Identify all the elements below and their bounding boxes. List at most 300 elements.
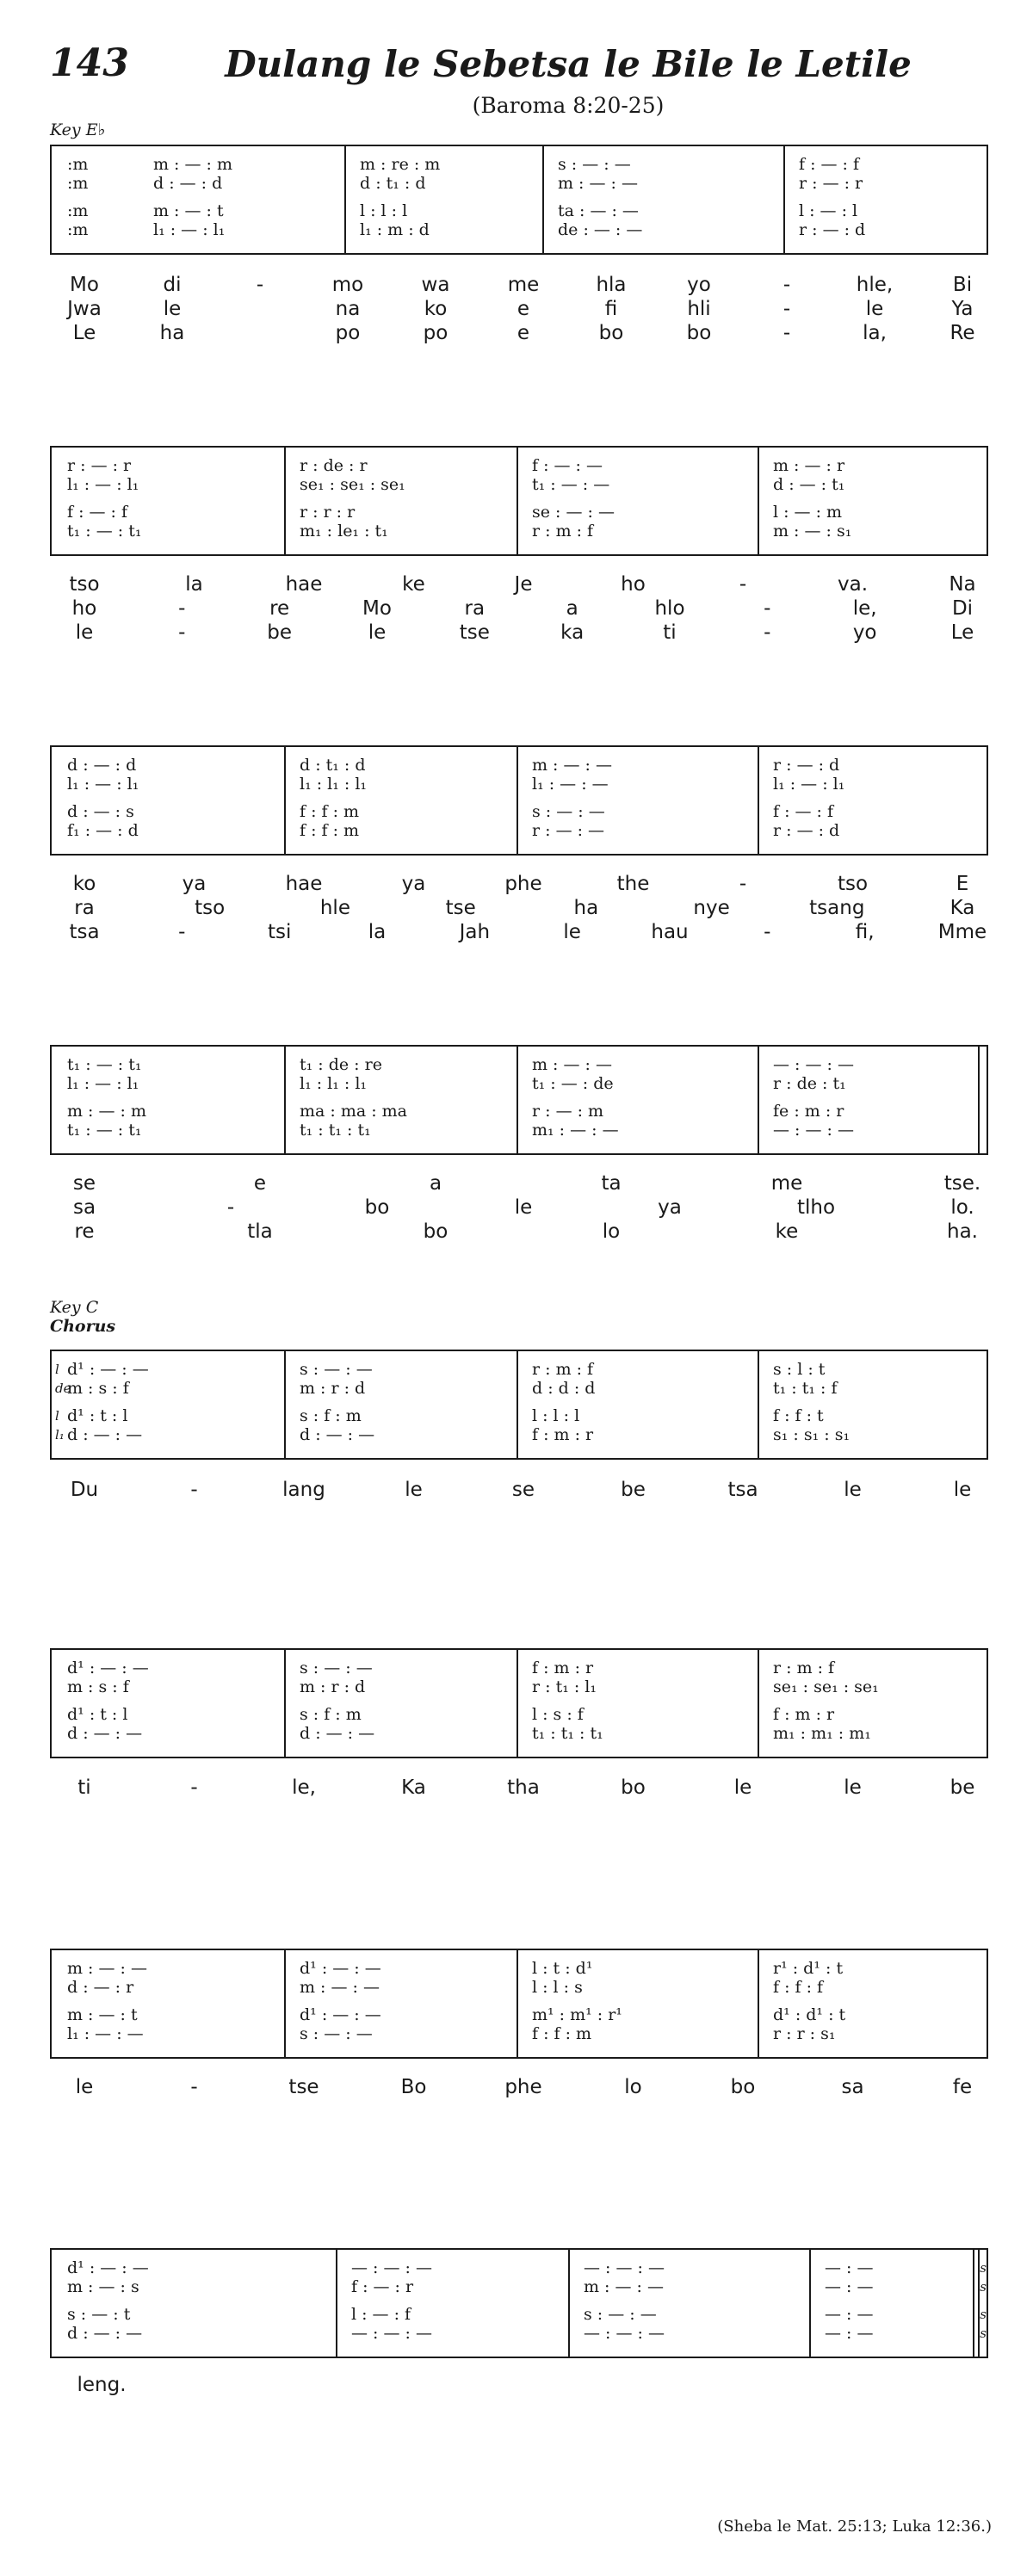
- lyric-syllable: tlho: [796, 1196, 836, 1219]
- lyric-syllable: me: [770, 1172, 803, 1195]
- solfa-cell: s : — : —: [532, 802, 605, 821]
- music-system: [50, 145, 988, 255]
- lyric-syllable: sa: [841, 2076, 864, 2098]
- lyric-syllable: -: [764, 921, 771, 943]
- lyric-line: [50, 571, 988, 597]
- chorus-side-mark: de: [55, 1381, 71, 1396]
- solfa-cell: se₁ : se₁ : se₁: [300, 475, 405, 494]
- solfa-cell: m : — : t: [67, 2005, 138, 2024]
- lyric-syllable: Mo: [362, 597, 392, 620]
- lyric-syllable: tso: [195, 897, 226, 919]
- solfa-cell: l₁ : — : l₁: [773, 775, 845, 794]
- lyric-line: [50, 895, 988, 921]
- lyric-syllable: tsa: [69, 921, 100, 943]
- barline: [758, 1950, 759, 2057]
- barline: [336, 2250, 337, 2357]
- solfa-cell: ta : — : —: [558, 201, 639, 220]
- lyric-syllable: Bi: [952, 274, 973, 296]
- solfa-cell: d¹ : — : —: [67, 1360, 149, 1379]
- lyric-syllable: Re: [949, 322, 975, 344]
- lyric-syllable: le: [405, 1479, 423, 1501]
- solfa-cell: d : — : —: [67, 2324, 143, 2343]
- solfa-cell: f : f : t: [773, 1406, 824, 1425]
- solfa-cell: m : — : —: [584, 2277, 664, 2296]
- solfa-cell: m : — : —: [532, 756, 612, 775]
- barline: [542, 146, 544, 253]
- lyric-syllable: phe: [504, 873, 542, 895]
- lyric-syllable: le: [514, 1196, 533, 1219]
- solfa-cell: fe : m : r: [773, 1102, 844, 1121]
- lyric-syllable: fe: [952, 2076, 973, 2098]
- lyric-syllable: le: [733, 1776, 752, 1799]
- chorus-side-mark: l₁: [55, 1427, 65, 1442]
- solfa-cell: l₁ : — : l₁: [67, 475, 139, 494]
- barline: [344, 146, 346, 253]
- lyric-syllable: ya: [401, 873, 426, 895]
- lyric-syllable: e: [253, 1172, 267, 1195]
- solfa-cell: d : — : s: [67, 802, 134, 821]
- solfa-cell: d : — : —: [67, 1724, 143, 1743]
- solfa-cell: r : de : t₁: [773, 1074, 846, 1093]
- solfa-cell: d : — : d: [153, 174, 223, 193]
- solfa-cell: m : — : —: [300, 1978, 380, 1997]
- lyric-syllable: nye: [693, 897, 730, 919]
- solfa-cell: r : m : f: [532, 1360, 594, 1379]
- lyric-line: [50, 1219, 988, 1245]
- lyric-syllable: po: [335, 322, 361, 344]
- solfa-cell: — : — : —: [584, 2324, 665, 2343]
- lyric-line: [50, 1477, 988, 1503]
- solfa-cell: d¹ : — : —: [300, 1959, 381, 1978]
- solfa-cell: d¹ : — : —: [67, 1659, 149, 1677]
- solfa-cell: d : d : d: [532, 1379, 596, 1398]
- solfa-cell: s : — : t: [67, 2305, 131, 2324]
- solfa-cell: m : s : f: [67, 1379, 129, 1398]
- lyric-syllable: di: [163, 274, 182, 296]
- lyric-line: [50, 1195, 988, 1220]
- lyric-syllable: tse: [288, 2076, 319, 2098]
- lyric-syllable: bo: [730, 2076, 756, 2098]
- lyric-syllable: se: [72, 1172, 96, 1195]
- solfa-cell: t₁ : — : —: [532, 475, 610, 494]
- solfa-cell: se : — : —: [532, 503, 615, 522]
- lyric-syllable: le: [368, 621, 387, 644]
- solfa-cell: m¹ : m¹ : r¹: [532, 2005, 622, 2024]
- lyric-syllable: ho: [621, 573, 646, 596]
- solfa-cell: :m: [67, 174, 89, 193]
- lyric-syllable: e: [516, 298, 530, 320]
- lyric-syllable: le: [844, 1776, 862, 1799]
- solfa-cell: r : m : f: [532, 522, 594, 541]
- lyric-syllable: be: [621, 1479, 646, 1501]
- solfa-cell: f : f : f: [773, 1978, 824, 1997]
- lyric-syllable: -: [782, 298, 791, 320]
- solfa-cell: r : — : r: [67, 456, 132, 475]
- lyric-syllable: le: [163, 298, 182, 320]
- solfa-cell: m : — : r: [773, 456, 845, 475]
- lyric-syllable: bo: [598, 322, 624, 344]
- solfa-cell: — : — : —: [773, 1121, 854, 1140]
- chorus-side-mark: l: [55, 1362, 59, 1377]
- lyric-syllable: hae: [285, 873, 323, 895]
- lyric-syllable: -: [190, 1776, 198, 1799]
- lyric-syllable: ti: [663, 621, 677, 644]
- solfa-cell: s : l : t: [773, 1360, 826, 1379]
- lyric-syllable: -: [178, 597, 186, 620]
- lyric-syllable: bo: [621, 1776, 646, 1799]
- lyric-syllable: lo: [624, 2076, 642, 2098]
- solfa-cell: :m: [67, 220, 89, 239]
- lyric-syllable: ha: [159, 322, 185, 344]
- lyric-line: [50, 272, 988, 298]
- lyric-line: [50, 1775, 988, 1801]
- lyric-syllable: sa: [72, 1196, 96, 1219]
- lyric-syllable: be: [949, 1776, 975, 1799]
- lyric-syllable: hle: [319, 897, 350, 919]
- scripture-reference: (Sheba le Mat. 25:13; Luka 12:36.): [717, 2517, 992, 2536]
- lyric-syllable: Ka: [949, 897, 975, 919]
- lyric-syllable: -: [739, 873, 747, 895]
- lyric-syllable: tha: [507, 1776, 540, 1799]
- lyric-syllable: hau: [651, 921, 689, 943]
- solfa-cell: :m: [67, 155, 89, 174]
- hymn-title: Dulang le Sebetsa le Bile le Letile: [225, 43, 912, 85]
- lyric-syllable: tse: [459, 621, 490, 644]
- solfa-cell: de : — : —: [558, 220, 643, 239]
- solfa-cell: s : — : —: [300, 1360, 373, 1379]
- lyric-syllable: -: [190, 2076, 198, 2098]
- lyric-syllable: -: [782, 274, 791, 296]
- lyric-syllable: lo: [602, 1220, 621, 1243]
- lyric-syllable: hle,: [856, 274, 894, 296]
- solfa-cell: r : t₁ : l₁: [532, 1677, 597, 1696]
- lyric-syllable: the: [616, 873, 650, 895]
- lyric-syllable: wa: [421, 274, 450, 296]
- solfa-cell: d¹ : d¹ : t: [773, 2005, 846, 2024]
- solfa-cell: f : — : —: [532, 456, 603, 475]
- barline: [568, 2250, 570, 2357]
- solfa-cell: m : — : s₁: [773, 522, 852, 541]
- lyric-syllable: yo: [852, 621, 877, 644]
- solfa-cell: d : — : d: [67, 756, 137, 775]
- solfa-cell: r : — : r: [799, 174, 863, 193]
- end-mark: s: [980, 2279, 987, 2295]
- lyric-syllable: fi: [604, 298, 618, 320]
- lyric-syllable: le: [75, 2076, 94, 2098]
- solfa-cell: l₁ : — : l₁: [67, 1074, 139, 1093]
- solfa-cell: l₁ : — : l₁: [67, 775, 139, 794]
- solfa-cell: l : — : m: [773, 503, 843, 522]
- solfa-cell: f : — : f: [799, 155, 860, 174]
- solfa-cell: d : — : —: [67, 1425, 143, 1444]
- barline: [284, 1351, 286, 1458]
- hymn-subtitle: (Baroma 8:20-25): [472, 93, 665, 118]
- lyric-syllable: po: [423, 322, 448, 344]
- solfa-cell: f : — : r: [351, 2277, 414, 2296]
- lyric-syllable: ra: [74, 897, 95, 919]
- solfa-cell: m : r : d: [300, 1677, 366, 1696]
- solfa-cell: t₁ : de : re: [300, 1055, 382, 1074]
- lyric-syllable: a: [566, 597, 578, 620]
- lyric-syllable: Di: [951, 597, 974, 620]
- lyric-syllable: lo.: [950, 1196, 974, 1219]
- lyric-syllable: tso: [837, 873, 869, 895]
- solfa-cell: m : re : m: [360, 155, 441, 174]
- lyric-syllable: be: [267, 621, 293, 644]
- lyric-line: [50, 2372, 988, 2398]
- barline: [809, 2250, 811, 2357]
- barline: [284, 1047, 286, 1153]
- solfa-cell: l : l : s: [532, 1978, 583, 1997]
- lyric-syllable: le: [953, 1479, 972, 1501]
- solfa-cell: m : — : —: [532, 1055, 612, 1074]
- solfa-cell: d¹ : — : —: [300, 2005, 381, 2024]
- lyric-syllable: tsa: [727, 1479, 758, 1501]
- lyric-syllable: lang: [282, 1479, 325, 1501]
- lyric-syllable: tse.: [943, 1172, 981, 1195]
- lyric-syllable: hlo: [654, 597, 685, 620]
- solfa-cell: — : — : —: [584, 2258, 665, 2277]
- lyric-syllable: le: [844, 1479, 862, 1501]
- lyric-syllable: -: [739, 573, 747, 596]
- solfa-cell: d : t₁ : d: [300, 756, 366, 775]
- solfa-cell: d : — : r: [67, 1978, 134, 1997]
- solfa-cell: m : — : —: [67, 1959, 147, 1978]
- lyric-line: [50, 620, 988, 646]
- solfa-cell: l : — : f: [351, 2305, 411, 2324]
- solfa-cell: s₁ : s₁ : s₁: [773, 1425, 851, 1444]
- lyric-syllable: ke: [402, 573, 425, 596]
- lyric-syllable: yo: [687, 274, 711, 296]
- lyric-syllable: se: [511, 1479, 535, 1501]
- lyric-syllable: ta: [601, 1172, 622, 1195]
- solfa-cell: l : — : l: [799, 201, 858, 220]
- solfa-cell: m : — : —: [558, 174, 638, 193]
- lyric-line: [50, 320, 988, 346]
- solfa-cell: s : f : m: [300, 1406, 362, 1425]
- solfa-cell: t₁ : — : t₁: [67, 1055, 142, 1074]
- music-system: [50, 1350, 988, 1460]
- barline: [516, 1950, 518, 2057]
- solfa-cell: d : — : —: [300, 1425, 375, 1444]
- solfa-cell: s : — : —: [300, 1659, 373, 1677]
- barline: [284, 448, 286, 554]
- lyric-syllable: leng.: [77, 2374, 127, 2396]
- barline: [758, 1047, 759, 1153]
- lyric-syllable: tsang: [809, 897, 865, 919]
- lyric-syllable: Ka: [401, 1776, 426, 1799]
- lyric-syllable: Le: [72, 322, 96, 344]
- barline: [758, 448, 759, 554]
- lyric-syllable: E: [956, 873, 969, 895]
- solfa-cell: m : — : s: [67, 2277, 139, 2296]
- lyric-syllable: tse: [445, 897, 476, 919]
- end-mark: s: [980, 2307, 987, 2322]
- barline: [783, 146, 785, 253]
- solfa-cell: r : — : d: [799, 220, 866, 239]
- lyric-syllable: Du: [70, 1479, 99, 1501]
- lyric-line: [50, 596, 988, 621]
- lyric-syllable: ya: [182, 873, 207, 895]
- end-mark: s: [980, 2260, 987, 2276]
- lyric-syllable: Mo: [70, 274, 99, 296]
- lyric-syllable: -: [764, 597, 771, 620]
- solfa-cell: m₁ : m₁ : m₁: [773, 1724, 871, 1743]
- lyric-syllable: -: [256, 274, 264, 296]
- solfa-cell: m : r : d: [300, 1379, 366, 1398]
- solfa-cell: d : t₁ : d: [360, 174, 426, 193]
- lyric-syllable: tso: [69, 573, 100, 596]
- solfa-cell: r : — : m: [532, 1102, 604, 1121]
- music-system: [50, 446, 988, 556]
- solfa-cell: s : f : m: [300, 1705, 362, 1724]
- solfa-cell: r : de : r: [300, 456, 368, 475]
- music-system: [50, 1949, 988, 2059]
- barline: [516, 1047, 518, 1153]
- solfa-cell: t₁ : — : t₁: [67, 522, 142, 541]
- lyric-syllable: me: [507, 274, 540, 296]
- barline: [758, 747, 759, 854]
- solfa-cell: f : m : r: [773, 1705, 835, 1724]
- solfa-cell: m₁ : le₁ : t₁: [300, 522, 388, 541]
- solfa-cell: l₁ : l₁ : l₁: [300, 775, 368, 794]
- solfa-cell: f : — : f: [67, 503, 128, 522]
- solfa-cell: r¹ : d¹ : t: [773, 1959, 844, 1978]
- lyric-line: [50, 1171, 988, 1196]
- solfa-cell: d¹ : t : l: [67, 1406, 128, 1425]
- lyric-line: [50, 871, 988, 897]
- lyric-syllable: Bo: [400, 2076, 427, 2098]
- lyric-syllable: re: [74, 1220, 95, 1243]
- solfa-cell: se₁ : se₁ : se₁: [773, 1677, 879, 1696]
- lyric-syllable: la,: [863, 322, 887, 344]
- solfa-cell: — : —: [825, 2258, 874, 2277]
- solfa-cell: d : — : —: [300, 1724, 375, 1743]
- solfa-cell: — : — : —: [351, 2324, 432, 2343]
- solfa-cell: s : — : —: [300, 2024, 373, 2043]
- solfa-cell: — : —: [825, 2305, 874, 2324]
- lyric-line: [50, 2074, 988, 2100]
- lyric-syllable: le,: [852, 597, 877, 620]
- lyric-syllable: va.: [837, 573, 869, 596]
- lyric-syllable: hae: [285, 573, 323, 596]
- music-system: [50, 745, 988, 856]
- solfa-cell: l : l : l: [532, 1406, 580, 1425]
- solfa-cell: — : —: [825, 2324, 874, 2343]
- lyric-syllable: ke: [775, 1220, 799, 1243]
- solfa-cell: f₁ : — : d: [67, 821, 139, 840]
- solfa-cell: l₁ : m : d: [360, 220, 430, 239]
- lyric-syllable: ko: [72, 873, 96, 895]
- barline: [516, 1351, 518, 1458]
- lyric-syllable: na: [335, 298, 361, 320]
- lyric-line: [50, 919, 988, 945]
- lyric-syllable: tla: [247, 1220, 273, 1243]
- lyric-syllable: ha.: [947, 1220, 978, 1243]
- lyric-syllable: le: [563, 921, 581, 943]
- lyric-syllable: ka: [560, 621, 585, 644]
- solfa-cell: — : — : —: [351, 2258, 432, 2277]
- lyric-syllable: ha: [573, 897, 599, 919]
- lyric-syllable: ti: [77, 1776, 91, 1799]
- solfa-cell: t₁ : — : de: [532, 1074, 614, 1093]
- solfa-cell: l₁ : — : l₁: [153, 220, 226, 239]
- solfa-cell: d¹ : t : l: [67, 1705, 128, 1724]
- solfa-cell: t₁ : — : t₁: [67, 1121, 142, 1140]
- lyric-syllable: -: [764, 621, 771, 644]
- lyric-syllable: bo: [686, 322, 712, 344]
- solfa-cell: m : s : f: [67, 1677, 129, 1696]
- solfa-cell: m₁ : — : —: [532, 1121, 619, 1140]
- hymn-number: 143: [50, 41, 129, 85]
- solfa-cell: :m: [67, 201, 89, 220]
- solfa-cell: d : — : t₁: [773, 475, 845, 494]
- solfa-cell: l₁ : — : —: [67, 2024, 144, 2043]
- barline: [284, 1650, 286, 1757]
- solfa-cell: f : f : m: [532, 2024, 592, 2043]
- lyric-syllable: ra: [464, 597, 486, 620]
- chorus-label: Chorus: [50, 1317, 116, 1336]
- lyric-syllable: -: [190, 1479, 198, 1501]
- lyric-syllable: ho: [71, 597, 97, 620]
- barline: [973, 2250, 974, 2357]
- lyric-syllable: le,: [292, 1776, 316, 1799]
- lyric-syllable: le: [865, 298, 884, 320]
- solfa-cell: f : m : r: [532, 1659, 594, 1677]
- solfa-cell: r : — : d: [773, 821, 840, 840]
- lyric-syllable: Mme: [937, 921, 987, 943]
- lyric-syllable: fi,: [855, 921, 875, 943]
- key-label-chorus: Key C: [50, 1298, 99, 1317]
- solfa-cell: l : t : d¹: [532, 1959, 593, 1978]
- lyric-syllable: -: [226, 1196, 235, 1219]
- lyric-syllable: tsi: [267, 921, 292, 943]
- double-barline: [978, 1047, 980, 1153]
- solfa-cell: f : m : r: [532, 1425, 594, 1444]
- solfa-cell: l : l : l: [360, 201, 408, 220]
- lyric-syllable: a: [429, 1172, 442, 1195]
- lyric-syllable: bo: [423, 1220, 448, 1243]
- barline: [284, 747, 286, 854]
- lyric-syllable: ko: [424, 298, 448, 320]
- solfa-cell: s : — : —: [558, 155, 631, 174]
- key-label-verse: Key E♭: [50, 120, 106, 139]
- solfa-cell: t₁ : t₁ : t₁: [532, 1724, 603, 1743]
- lyric-syllable: hli: [687, 298, 711, 320]
- lyric-syllable: la: [185, 573, 203, 596]
- music-system: [50, 1045, 988, 1155]
- solfa-cell: m : — : m: [153, 155, 232, 174]
- lyric-syllable: mo: [331, 274, 364, 296]
- lyric-syllable: le: [75, 621, 94, 644]
- barline: [758, 1650, 759, 1757]
- solfa-cell: l₁ : — : —: [532, 775, 609, 794]
- lyric-syllable: hla: [596, 274, 627, 296]
- solfa-cell: l₁ : l₁ : l₁: [300, 1074, 368, 1093]
- lyric-syllable: Na: [949, 573, 976, 596]
- barline: [516, 747, 518, 854]
- solfa-cell: l : s : f: [532, 1705, 584, 1724]
- solfa-cell: r : m : f: [773, 1659, 835, 1677]
- barline: [284, 1950, 286, 2057]
- solfa-cell: ma : ma : ma: [300, 1102, 407, 1121]
- solfa-cell: r : r : s₁: [773, 2024, 836, 2043]
- solfa-cell: f : — : f: [773, 802, 834, 821]
- lyric-syllable: -: [178, 921, 186, 943]
- solfa-cell: m : — : m: [67, 1102, 146, 1121]
- solfa-cell: t₁ : t₁ : t₁: [300, 1121, 371, 1140]
- solfa-cell: r : — : d: [773, 756, 840, 775]
